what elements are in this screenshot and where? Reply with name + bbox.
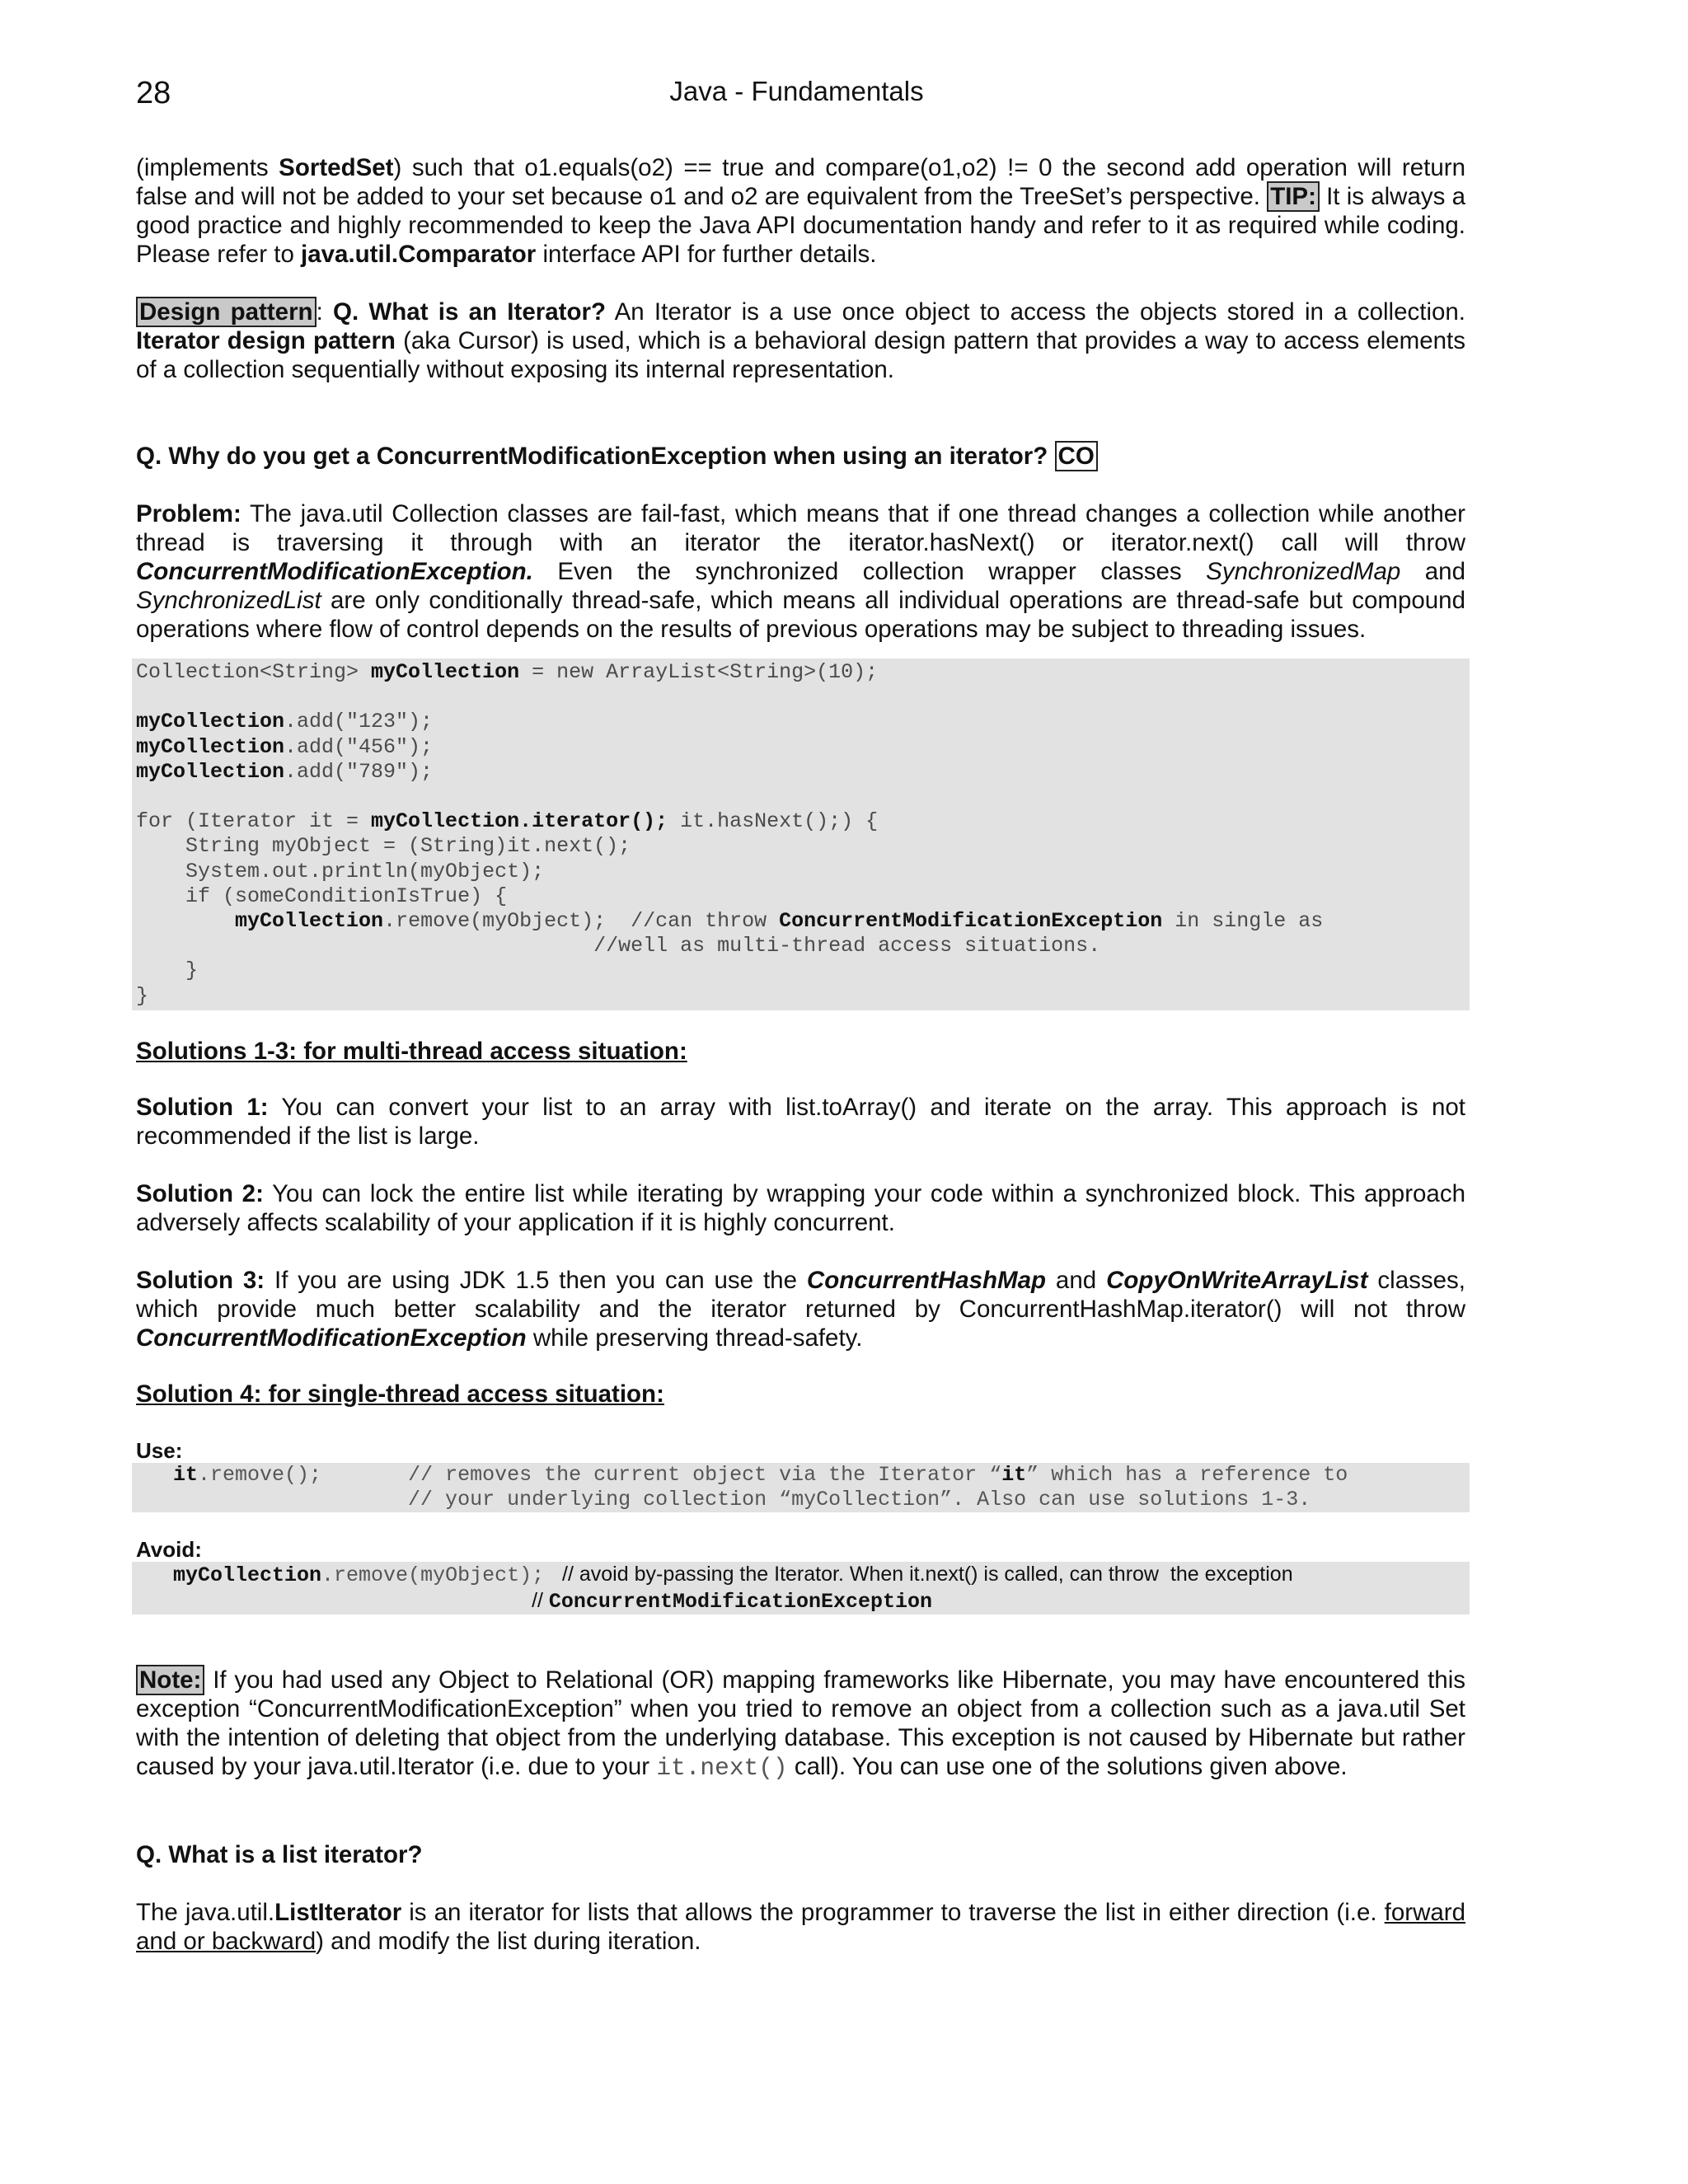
avoid-label: Avoid: xyxy=(136,1536,202,1562)
paragraph-list-iterator: The java.util.ListIterator is an iterator for lists that allows the programmer to traverse the list in either direction (i.e. forward and or backward) and modify the list during iteration. xyxy=(136,1898,1466,1955)
section-heading: Solution 4: for single-thread access situation: xyxy=(136,1380,664,1408)
use-label: Use: xyxy=(136,1437,183,1463)
question-heading: Q. What is an Iterator? xyxy=(322,298,606,326)
paragraph-solution-2: Solution 2: You can lock the entire list while iterating by wrapping your code within a synchronized block. This approach adversely affects scalability of your application if it is highly concurrent. xyxy=(136,1179,1465,1236)
paragraph-solution-1: Solution 1: You can convert your list to an array with list.toArray() and iterate on the array. This approach is not recommended if the list is large. xyxy=(136,1093,1465,1150)
question-heading: Q. What is a list iterator? xyxy=(136,1840,423,1868)
use-snippet: it.remove(); // removes the current object via the Iterator “it” which has a reference to // your underlying collection “myCollection”. Also can use solutions 1-3. xyxy=(132,1463,1470,1512)
running-header: Java - Fundamentals xyxy=(669,76,924,106)
tip-badge: TIP: xyxy=(1267,181,1320,212)
avoid-snippet: myCollection.remove(myObject); // avoid by-passing the Iterator. When it.next() is called, can throw the exception // ConcurrentModificationException xyxy=(132,1562,1470,1615)
page-number: 28 xyxy=(136,76,171,110)
paragraph-note: Note: If you had used any Object to Relational (OR) mapping frameworks like Hibernate, you may have encountered this exception “ConcurrentModificationException” when you tried to remove an object from a collection such as a java.util Set with the intention of deleting that object from the underlying database. This exception is not caused by Hibernate but rather caused by your java.util.Iterator (i.e. due to your it.next() call). You can use one of the solutions given above. xyxy=(136,1666,1465,1782)
paragraph-solution-3: Solution 3: If you are using JDK 1.5 then you can use the ConcurrentHashMap and CopyOnWriteArrayList classes, which provide much better scalability and the iterator returned by ConcurrentHashMap.iterator() will not throw ConcurrentModificationException while preserving thread-safety. xyxy=(136,1266,1465,1352)
page-body xyxy=(136,153,1465,1956)
paragraph-problem: Problem: The java.util Collection classes are fail-fast, which means that if one thread changes a collection while another thread is traversing it through with an iterator the iterator.hasNext() or iterator.next() call will throw ConcurrentModificationException. Even the synchronized collection wrapper classes SynchronizedMap and SynchronizedList are only conditionally thread-safe, which means all individual operations are thread-safe but compound operations where flow of control depends on the results of previous operations may be subject to threading issues. xyxy=(136,500,1465,643)
design-pattern-badge: Design pattern xyxy=(136,297,316,327)
paragraph-sortedset: (implements SortedSet) such that o1.equals(o2) == true and compare(o1,o2) != 0 the second add operation will return false and will not be added to your set because o1 and o2 are equivalent from the TreeSet’s perspective. TIP: It is always a good practice and highly recommended to keep the Java API documentation handy and refer to it as required while coding. Please refer to java.util.Comparator interface API for further details. xyxy=(136,154,1465,268)
question-heading: Q. Why do you get a ConcurrentModificationException when using an iterator? CO xyxy=(136,442,1465,471)
note-badge: Note: xyxy=(136,1665,204,1695)
code-block: Collection<String> myCollection = new ArrayList<String>(10); myCollection.add("123"); myCollection.add("456"); myCollection.add("789"); for (Iterator it = myCollection.iterator(); it.hasNext();) { String myObject = (String)it.next(); System.out.println(myObject); if (someConditionIsTrue) { myCollection.remove(myObject); //can throw ConcurrentModificationException in single as //well as multi-thread access situations. } } xyxy=(132,658,1470,1010)
paragraph-iterator: Design pattern : Q. What is an Iterator? An Iterator is a use once object to access the objects stored in a collection. Iterator design pattern (aka Cursor) is used, which is a behavioral design pattern that provides a way to access elements of a collection sequentially without exposing its internal representation. xyxy=(136,298,1466,383)
section-heading: Solutions 1-3: for multi-thread access situation: xyxy=(136,1037,687,1065)
co-badge: CO xyxy=(1055,441,1098,471)
